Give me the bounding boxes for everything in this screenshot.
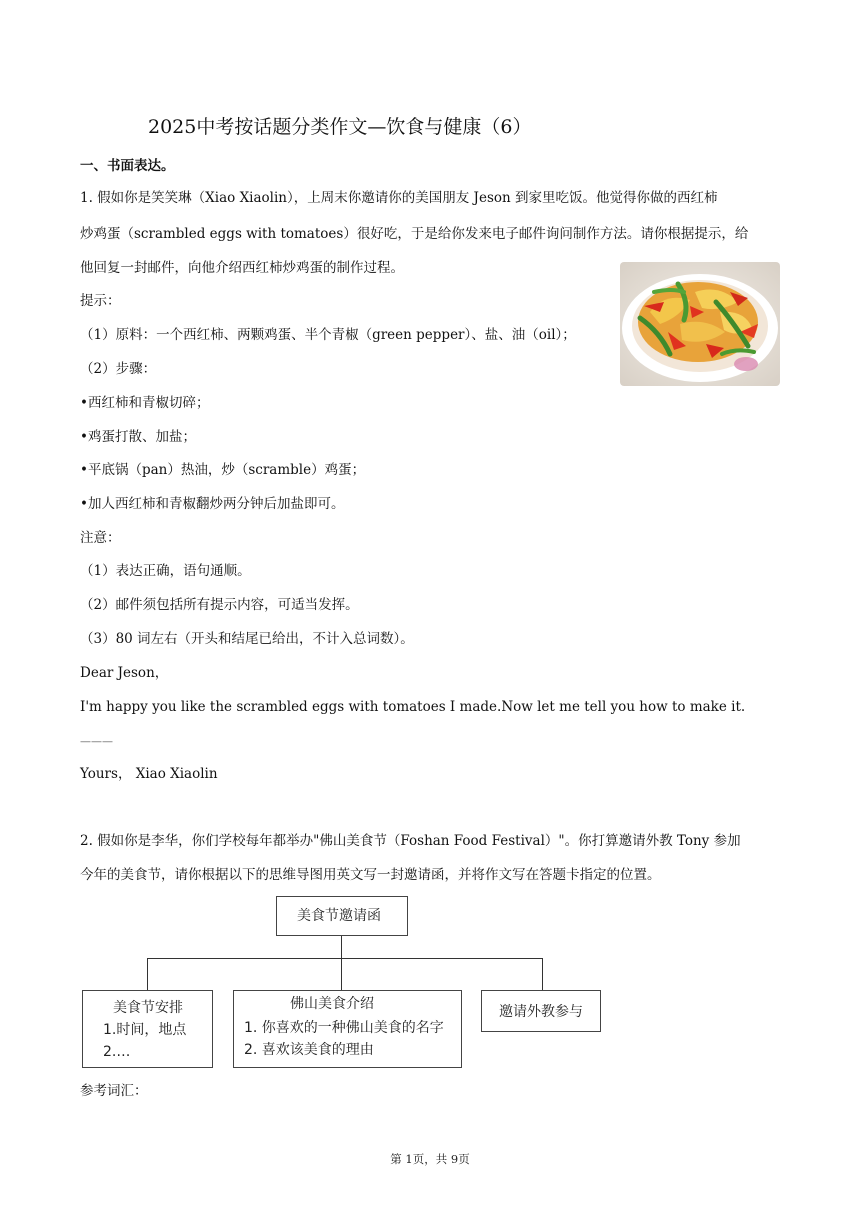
mindmap-schedule-box [82,990,213,1068]
document-title: 2025中考按话题分类作文—饮食与健康（6） [148,116,532,138]
mind-map [80,896,610,1072]
mindmap-connector [341,958,342,990]
q1-answer-blank: ——— [80,735,113,748]
q1-intro-line2: 炒鸡蛋（scrambled eggs with tomatoes）很好吃，于是给你发来电子邮件询问制作方法。请你根据提示，给 [80,226,749,242]
q2-intro-line1: 2. 假如你是李华，你们学校每年都举办"佛山美食节（Foshan Food Festival）"。你打算邀请外教 Tony 参加 [80,833,741,849]
q1-step-4: •加人西红柿和青椒翻炒两分钟后加盐即可。 [80,496,345,512]
q1-hint-ingredients: （1）原料：一个西红柿、两颗鸡蛋、半个青椒（green pepper）、盐、油（oil）； [80,327,576,343]
mindmap-root-box [276,896,408,936]
mindmap-connector [341,936,342,958]
mindmap-connector [542,958,543,990]
q1-intro-line3: 他回复一封邮件，向他介绍西红柿炒鸡蛋的制作过程。 [80,260,404,276]
mindmap-food-title: 佛山美食介绍 [290,996,374,1012]
mindmap-schedule-item: 2.… [103,1044,131,1060]
q1-note-1: （1）表达正确，语句通顺。 [80,563,251,579]
q1-hint-steps: （2）步骤： [80,361,157,377]
q1-letter-opening: I'm happy you like the scrambled eggs with tomatoes I made.Now let me tell you how to make it. [80,699,746,715]
scrambled-eggs-photo [620,262,780,386]
q1-notes-label: 注意： [80,530,121,546]
q1-note-2: （2）邮件须包括所有提示内容，可适当发挥。 [80,597,359,613]
mindmap-connector [147,958,148,990]
q2-intro-line2: 今年的美食节，请你根据以下的思维导图用英文写一封邀请函，并将作文写在答题卡指定的位置。 [80,867,661,883]
q1-letter-closing: Yours， Xiao Xiaolin [80,766,218,782]
mindmap-invite-box [481,990,601,1032]
mindmap-root-label: 美食节邀请函 [297,908,381,924]
page-footer: 第 1页，共 9页 [390,1152,470,1166]
section-heading: 一、书面表达。 [80,158,175,174]
mindmap-invite-title: 邀请外教参与 [499,1004,583,1020]
q1-hints-label: 提示： [80,293,121,309]
mindmap-schedule-item: 1.时间，地点 [103,1022,187,1038]
q1-step-1: •西红柿和青椒切碎； [80,395,210,411]
mindmap-food-box [233,990,462,1068]
mindmap-schedule-title: 美食节安排 [113,1000,183,1016]
q1-intro-line1: 1. 假如你是笑笑琳（Xiao Xiaolin），上周末你邀请你的美国朋友 Jeson 到家里吃饭。他觉得你做的西红柿 [80,190,718,206]
mindmap-food-item: 1. 你喜欢的一种佛山美食的名字 [244,1020,444,1036]
mindmap-connector [147,958,543,959]
mindmap-food-item: 2. 喜欢该美食的理由 [244,1042,374,1058]
q1-step-2: •鸡蛋打散、加盐； [80,429,196,445]
q1-note-3: （3）80 词左右（开头和结尾已给出，不计入总词数）。 [80,631,414,647]
q2-vocab-label: 参考词汇： [80,1083,148,1099]
q1-step-3: •平底锅（pan）热油，炒（scramble）鸡蛋； [80,462,366,478]
q1-letter-greeting: Dear Jeson， [80,665,169,681]
